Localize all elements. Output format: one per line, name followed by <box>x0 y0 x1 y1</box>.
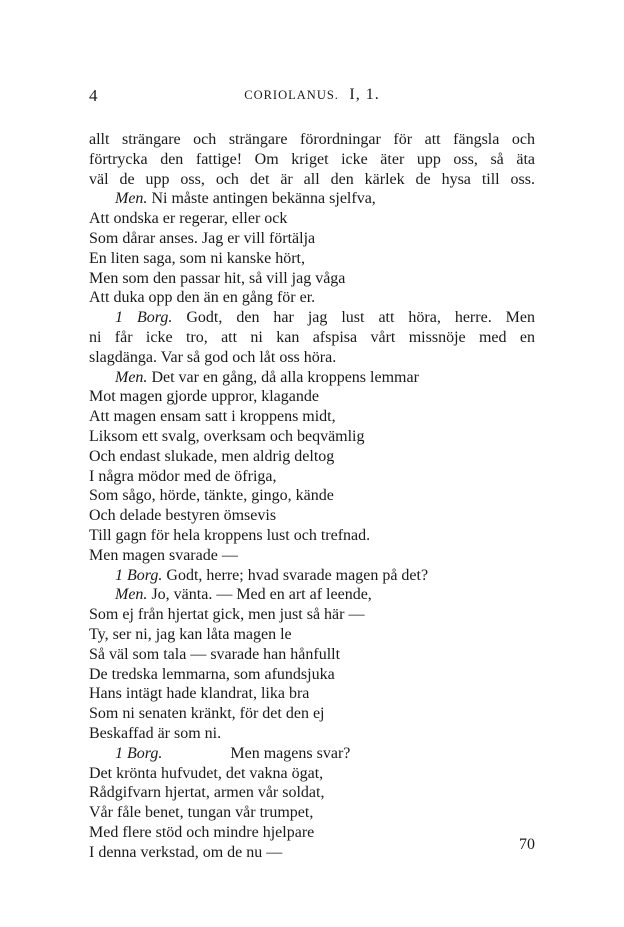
line-text: Som dårar anses. Jag er vill förtälja <box>89 229 316 247</box>
speech-line <box>89 368 535 388</box>
line-text: I några mödor med de öfriga, <box>89 467 277 485</box>
speech-line <box>89 189 535 209</box>
line-text: väl de upp oss, och det är all den kärlek de hysa till oss. <box>89 170 535 188</box>
speech-line <box>89 566 535 586</box>
page-number: 4 <box>89 86 98 105</box>
text-line <box>89 605 535 625</box>
line-text: Vår fåle benet, tungan vår trumpet, <box>89 804 314 822</box>
text-line <box>89 467 535 487</box>
line-text: Så väl som tala — svarade han hånfullt <box>89 645 341 663</box>
speaker-name: 1 Borg. <box>115 309 173 327</box>
text-line <box>89 506 535 526</box>
line-text: slagdänga. Var så god och låt oss höra. <box>89 348 337 366</box>
text-line <box>89 348 535 368</box>
text-line <box>89 665 535 685</box>
running-head-act-scene: I, 1. <box>349 86 380 103</box>
text-line <box>89 407 535 427</box>
play-text <box>89 130 535 862</box>
text-line <box>89 684 535 704</box>
speaker-name: Men. <box>115 586 148 604</box>
text-line <box>89 249 535 269</box>
speech-line <box>89 308 535 328</box>
text-line <box>89 328 535 348</box>
line-text: Det krönta hufvudet, det vakna ögat, <box>89 764 324 782</box>
line-text: Och endast slukade, men aldrig deltog <box>89 447 335 465</box>
text-line <box>89 764 535 784</box>
text-line <box>89 486 535 506</box>
speaker-name: 1 Borg. <box>115 566 163 584</box>
text-line <box>89 546 535 566</box>
speech-line <box>89 744 535 764</box>
text-line <box>89 783 535 803</box>
signature-mark: 70 <box>519 836 535 853</box>
line-text: Det var en gång, då alla kroppens lemmar <box>147 368 419 386</box>
line-text: Godt, herre; hvad svarade magen på det? <box>162 566 429 584</box>
text-line <box>89 387 535 407</box>
line-text: Rådgifvarn hjertat, armen vår soldat, <box>89 784 325 802</box>
line-text: Hans intägt hade klandrat, lika bra <box>89 685 310 703</box>
speaker-name: 1 Borg. <box>115 744 163 762</box>
text-line <box>89 170 535 190</box>
line-text: Och delade bestyren ömsevis <box>89 507 277 525</box>
line-text: Jo, vänta. — Med en art af leende, <box>147 586 372 604</box>
text-line <box>89 130 535 150</box>
speech-line <box>89 585 535 605</box>
text-line <box>89 526 535 546</box>
speaker-name: Men. <box>115 368 148 386</box>
line-text: Som ni senaten kränkt, för det den ej <box>89 705 325 723</box>
line-text: Att magen ensam satt i kroppens midt, <box>89 408 336 426</box>
line-text: förtrycka den fattige! Om kriget icke äter upp oss, så äta <box>89 150 535 168</box>
line-text: Men magens svar? <box>162 744 351 762</box>
text-line <box>89 269 535 289</box>
text-line <box>89 150 535 170</box>
line-text: De tredska lemmarna, som afundsjuka <box>89 665 335 683</box>
line-text: Att duka opp den än en gång för er. <box>89 289 316 307</box>
line-text: Men som den passar hit, så vill jag våga <box>89 269 346 287</box>
text-line <box>89 229 535 249</box>
line-text: Liksom ett svalg, overksam och beqvämlig <box>89 427 365 445</box>
text-line <box>89 724 535 744</box>
speaker-name: Men. <box>115 190 148 208</box>
text-line <box>89 704 535 724</box>
line-text: Mot magen gjorde uppror, klagande <box>89 388 319 406</box>
line-text: Men magen svarade — <box>89 546 238 564</box>
line-text: ni får icke tro, att ni kan afspisa vårt missnöje med en <box>89 328 535 346</box>
line-text: Att ondska er regerar, eller ock <box>89 210 288 228</box>
line-text: Beskaffad är som ni. <box>89 724 222 742</box>
line-text: Som ej från hjertat gick, men just så här — <box>89 606 365 624</box>
line-text: En liten saga, som ni kanske hört, <box>89 249 305 267</box>
text-line <box>89 645 535 665</box>
line-text: allt strängare och strängare förordningar för att fängsla och <box>89 131 535 148</box>
text-line <box>89 447 535 467</box>
text-line <box>89 427 535 447</box>
line-text: Godt, den har jag lust att höra, herre. Men <box>172 309 535 327</box>
line-text: Som sågo, hörde, tänkte, gingo, kände <box>89 487 334 505</box>
line-text: I denna verkstad, om de nu — <box>89 843 283 861</box>
text-line <box>89 625 535 645</box>
text-line <box>89 803 535 823</box>
line-text: Ty, ser ni, jag kan låta magen le <box>89 625 292 643</box>
running-head <box>0 86 624 104</box>
line-text: Ni måste antingen bekänna sjelfva, <box>147 190 376 208</box>
text-line <box>89 209 535 229</box>
text-line <box>89 288 535 308</box>
running-head-title: CORIOLANUS. <box>244 88 339 102</box>
line-text: Med flere stöd och mindre hjelpare <box>89 823 315 841</box>
line-text: Till gagn för hela kroppens lust och trefnad. <box>89 526 371 544</box>
text-line <box>89 823 535 843</box>
text-line <box>89 843 535 863</box>
